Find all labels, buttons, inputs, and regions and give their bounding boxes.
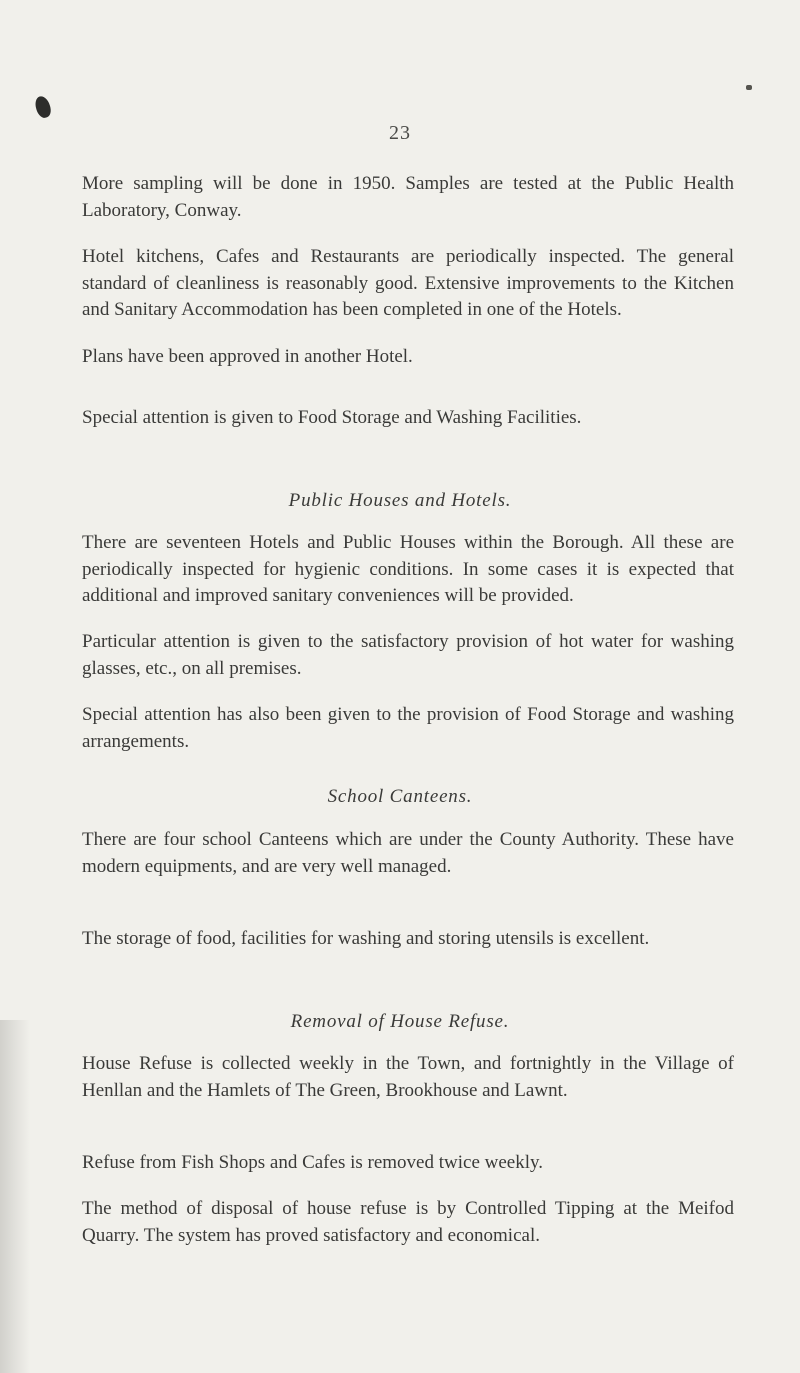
page-edge-shadow [0,1020,30,1373]
paragraph-food-storage: Special attention is given to Food Storage and Washing Facilities. [82,407,582,428]
paragraph-storage-of-food: The storage of food, facilities for washing and storing utensils is excellent. [82,928,650,949]
page-number: 23 [389,122,411,144]
paragraph-seventeen-hotels: There are seventeen Hotels and Public Houses within the Borough. All these are periodically inspected for hygienic conditions. In some cases it is expected that additional and improved sanitary conveniences will be provided. [82,532,734,606]
ink-speck-mark [746,85,752,90]
paragraph-hot-water: Particular attention is given to the satisfactory provision of hot water for washing glasses, etc., on all premises. [82,631,734,679]
paragraph-disposal-method: The method of disposal of house refuse is by Controlled Tipping at the Meifod Quarry. The system has proved satisfactory and economical. [82,1198,734,1246]
paragraph-fish-shops: Refuse from Fish Shops and Cafes is removed twice weekly. [82,1152,544,1173]
ink-blot-mark [33,94,53,119]
paragraph-plans: Plans have been approved in another Hotel. [82,346,413,367]
paragraph-special-attention: Special attention has also been given to the provision of Food Storage and washing arrangements. [82,704,734,752]
paragraph-refuse-collection: House Refuse is collected weekly in the Town, and fortnightly in the Village of Henllan and the Hamlets of The Green, Brookhouse and Lawnt. [82,1053,734,1101]
paragraph-four-canteens: There are four school Canteens which are under the County Authority. These have modern equipments, and are very well managed. [82,829,734,877]
heading-public-houses: Public Houses and Hotels. [288,490,512,511]
heading-house-refuse: Removal of House Refuse. [290,1011,510,1032]
paragraph-sampling: More sampling will be done in 1950. Samples are tested at the Public Health Laboratory, Conway. [82,173,734,221]
heading-school-canteens: School Canteens. [327,786,473,807]
paragraph-hotel-kitchens: Hotel kitchens, Cafes and Restaurants are periodically inspected. The general standard of cleanliness is reasonably good. Extensive improvements to the Kitchen and Sanitary Accommodation has been completed in one of the Hotels. [82,246,734,320]
